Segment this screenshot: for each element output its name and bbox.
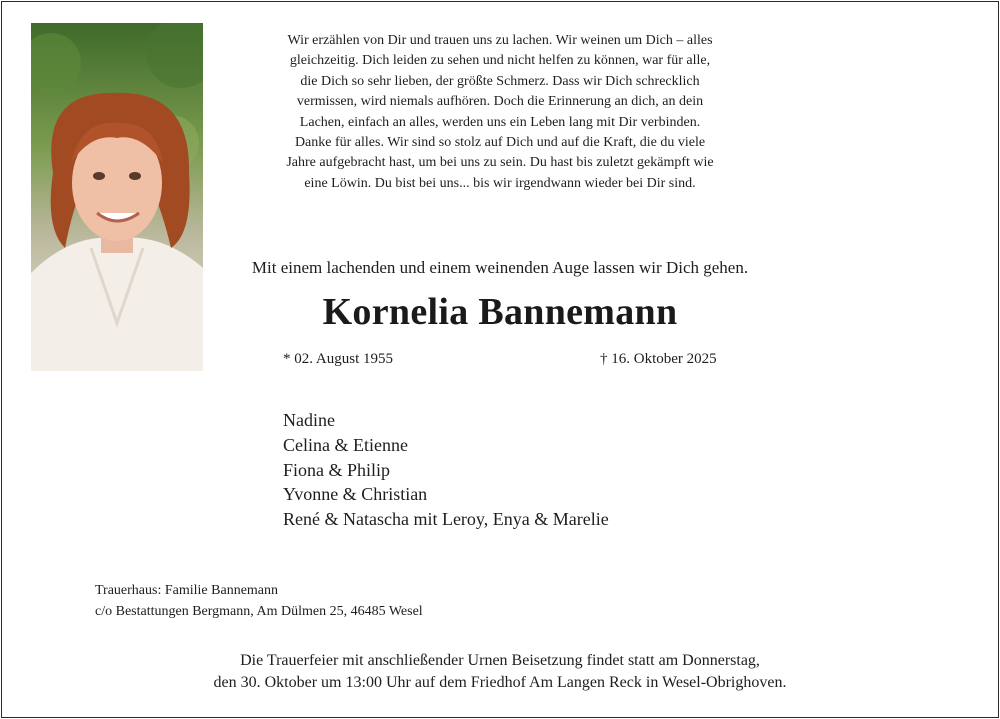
survivor-entry: Nadine xyxy=(283,410,335,430)
birth-date: * 02. August 1955 xyxy=(283,351,394,367)
poem-line: Danke für alles. Wir sind so stolz auf Dich und auf die Kraft, die du viele xyxy=(294,135,706,151)
service-line: Die Trauerfeier mit anschließender Urnen Beisetzung findet statt am Donnerstag, xyxy=(240,652,760,669)
memorial-poem xyxy=(230,31,770,194)
survivors-list xyxy=(283,408,609,532)
mourning-house-line: c/o Bestattungen Bergmann, Am Dülmen 25, 46485 Wesel xyxy=(95,604,423,619)
poem-line: vermissen, wird niemals aufhören. Doch die Erinnerung an dich, an dein xyxy=(296,94,704,110)
portrait-illustration xyxy=(31,23,203,371)
death-date: † 16. Oktober 2025 xyxy=(600,351,717,367)
survivor-entry: René & Natascha mit Leroy, Enya & Marelie xyxy=(283,509,609,530)
survivor-entry: Celina & Etienne xyxy=(283,434,408,455)
deceased-name: Kornelia Bannemann xyxy=(322,291,678,333)
mourning-house-line: Trauerhaus: Familie Bannemann xyxy=(95,583,279,598)
funeral-service-info xyxy=(100,650,900,694)
service-line: den 30. Oktober um 13:00 Uhr auf dem Friedhof Am Langen Reck in Wesel-Obrighoven. xyxy=(213,674,787,691)
survivor-entry: Yvonne & Christian xyxy=(283,484,428,505)
poem-line: Jahre aufgebracht hast, um bei uns zu sein. Du hast bis zuletzt gekämpft wie xyxy=(286,155,714,171)
poem-line: gleichzeitig. Dich leiden zu sehen und nicht helfen zu können, war für alle, xyxy=(289,53,711,69)
poem-line: eine Löwin. Du bist bei uns... bis wir irgendwann wieder bei Dir sind. xyxy=(304,175,696,191)
mourning-house-address xyxy=(95,580,423,622)
survivor-entry: Fiona & Philip xyxy=(283,459,391,480)
poem-line: Wir erzählen von Dir und trauen uns zu lachen. Wir weinen um Dich – alles xyxy=(287,33,713,48)
poem-line: die Dich so sehr lieben, der größte Schmerz. Dass wir Dich schrecklich xyxy=(300,73,700,89)
poem-line: Lachen, einfach an alles, werden uns ein Leben lang mit Dir verbinden. xyxy=(299,114,701,130)
farewell-line: Mit einem lachenden und einem weinenden Auge lassen wir Dich gehen. xyxy=(251,258,749,277)
portrait-photo xyxy=(31,23,203,371)
